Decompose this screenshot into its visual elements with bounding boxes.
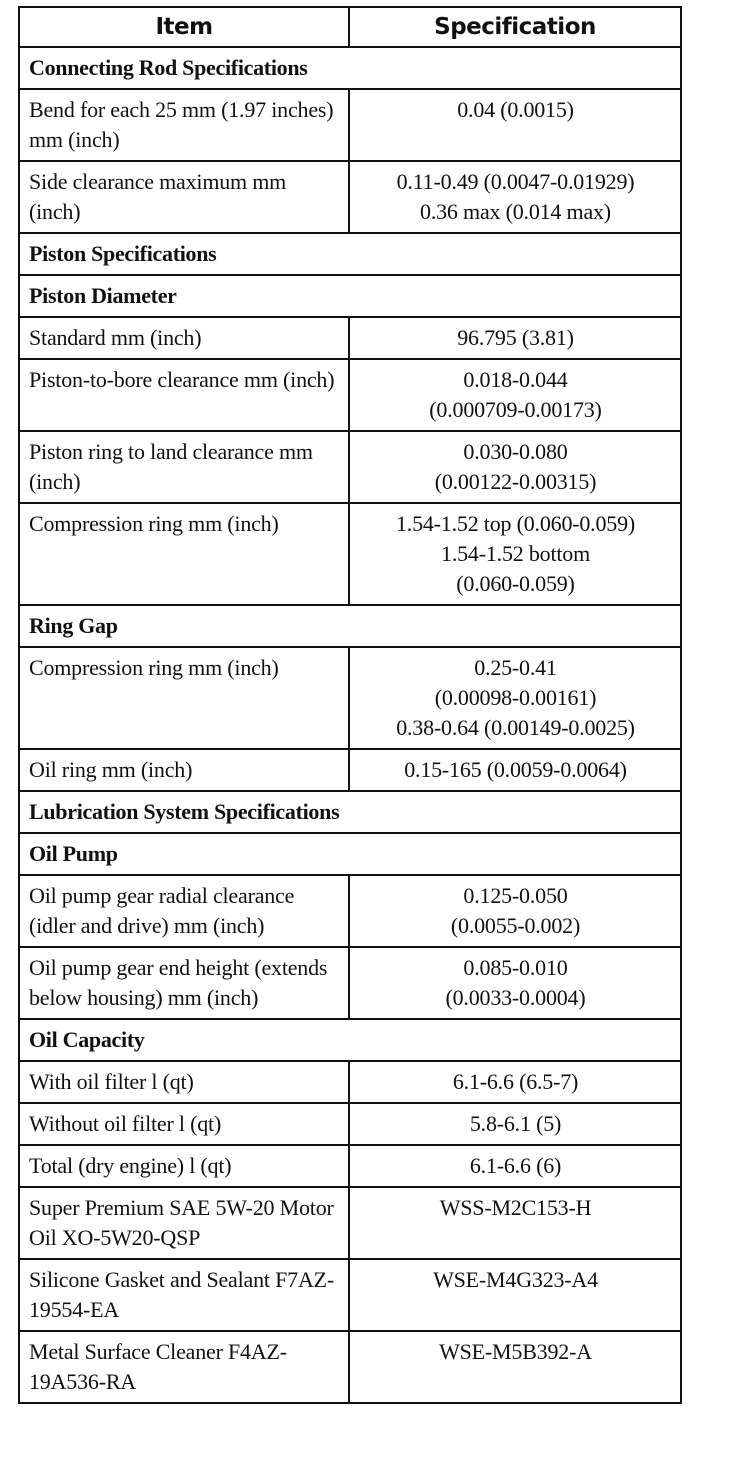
header-specification: Specification — [349, 7, 681, 47]
specification-cell: WSE-M4G323-A4 — [349, 1259, 681, 1331]
item-cell: Oil pump gear end height (extends below housing) mm (inch) — [19, 947, 349, 1019]
specification-cell: 0.018-0.044 (0.000709-0.00173) — [349, 359, 681, 431]
item-cell: Compression ring mm (inch) — [19, 503, 349, 605]
table-row — [19, 1061, 681, 1103]
table-row — [19, 749, 681, 791]
specification-cell: 0.04 (0.0015) — [349, 89, 681, 161]
item-cell: Super Premium SAE 5W-20 Motor Oil XO-5W20-QSP — [19, 1187, 349, 1259]
section-row — [19, 833, 681, 875]
section-row — [19, 791, 681, 833]
item-cell: Without oil filter l (qt) — [19, 1103, 349, 1145]
section-heading: Connecting Rod Specifications — [19, 47, 681, 89]
table-body — [19, 47, 681, 1403]
item-cell: Bend for each 25 mm (1.97 inches) mm (inch) — [19, 89, 349, 161]
table-row — [19, 947, 681, 1019]
section-heading: Oil Pump — [19, 833, 681, 875]
section-row — [19, 605, 681, 647]
table-row — [19, 1187, 681, 1259]
section-heading: Lubrication System Specifications — [19, 791, 681, 833]
table-row — [19, 503, 681, 605]
table-row — [19, 431, 681, 503]
specification-cell: 0.25-0.41 (0.00098-0.00161) 0.38-0.64 (0.00149-0.0025) — [349, 647, 681, 749]
item-cell: Oil pump gear radial clearance (idler and drive) mm (inch) — [19, 875, 349, 947]
item-cell: Piston ring to land clearance mm (inch) — [19, 431, 349, 503]
specification-cell: WSE-M5B392-A — [349, 1331, 681, 1403]
table-row — [19, 1331, 681, 1403]
item-cell: Total (dry engine) l (qt) — [19, 1145, 349, 1187]
header-item: Item — [19, 7, 349, 47]
specification-cell: 0.085-0.010 (0.0033-0.0004) — [349, 947, 681, 1019]
section-heading: Piston Diameter — [19, 275, 681, 317]
section-heading: Ring Gap — [19, 605, 681, 647]
specification-cell: 1.54-1.52 top (0.060-0.059) 1.54-1.52 bottom (0.060-0.059) — [349, 503, 681, 605]
section-heading: Oil Capacity — [19, 1019, 681, 1061]
section-row — [19, 275, 681, 317]
specification-cell: 0.11-0.49 (0.0047-0.01929) 0.36 max (0.014 max) — [349, 161, 681, 233]
section-row — [19, 47, 681, 89]
table-header-row — [19, 7, 681, 47]
table-row — [19, 1259, 681, 1331]
table-row — [19, 875, 681, 947]
item-cell: Side clearance maximum mm (inch) — [19, 161, 349, 233]
section-heading: Piston Specifications — [19, 233, 681, 275]
item-cell: Metal Surface Cleaner F4AZ-19A536-RA — [19, 1331, 349, 1403]
table-row — [19, 161, 681, 233]
specification-cell: 5.8-6.1 (5) — [349, 1103, 681, 1145]
specification-cell: 96.795 (3.81) — [349, 317, 681, 359]
specification-cell: 6.1-6.6 (6) — [349, 1145, 681, 1187]
item-cell: Compression ring mm (inch) — [19, 647, 349, 749]
specification-cell: 0.125-0.050 (0.0055-0.002) — [349, 875, 681, 947]
item-cell: Standard mm (inch) — [19, 317, 349, 359]
table-row — [19, 647, 681, 749]
specification-cell: WSS-M2C153-H — [349, 1187, 681, 1259]
item-cell: With oil filter l (qt) — [19, 1061, 349, 1103]
item-cell: Oil ring mm (inch) — [19, 749, 349, 791]
specification-cell: 0.15-165 (0.0059-0.0064) — [349, 749, 681, 791]
table-row — [19, 1103, 681, 1145]
section-row — [19, 1019, 681, 1061]
item-cell: Silicone Gasket and Sealant F7AZ-19554-EA — [19, 1259, 349, 1331]
specification-cell: 6.1-6.6 (6.5-7) — [349, 1061, 681, 1103]
specification-cell: 0.030-0.080 (0.00122-0.00315) — [349, 431, 681, 503]
item-cell: Piston-to-bore clearance mm (inch) — [19, 359, 349, 431]
table-row — [19, 1145, 681, 1187]
specification-table — [18, 6, 682, 1404]
table-row — [19, 317, 681, 359]
table-row — [19, 89, 681, 161]
section-row — [19, 233, 681, 275]
table-row — [19, 359, 681, 431]
